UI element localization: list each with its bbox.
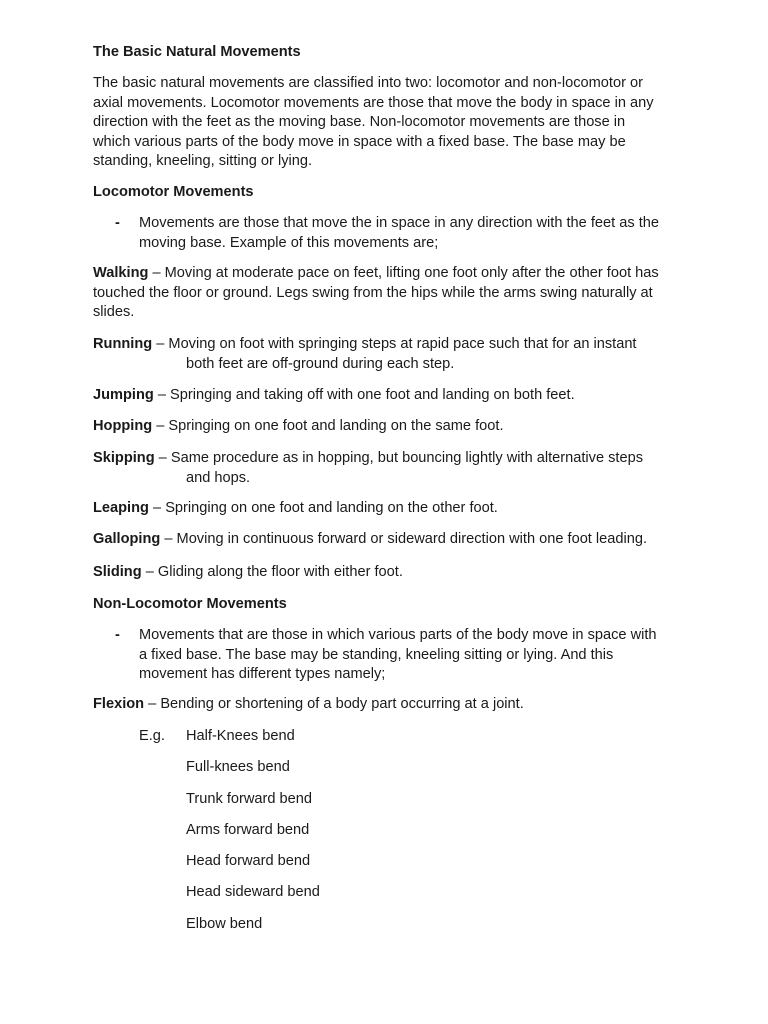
- example-item: Full-knees bend: [186, 759, 290, 775]
- term-description: both feet are off-ground during each step.: [186, 355, 455, 372]
- term-name: Galloping: [93, 531, 161, 547]
- term-name: Walking: [93, 265, 149, 281]
- term-leaping: Leaping – Springing on one foot and landing on the other foot.: [93, 500, 498, 516]
- bullet-line: moving base. Example of this movements are;: [139, 234, 439, 251]
- example-item: Arms forward bend: [186, 822, 310, 838]
- bullet-text: [139, 214, 659, 253]
- example-item: Head sideward bend: [186, 884, 320, 900]
- term-description: Springing and taking off with one foot and landing on both feet.: [170, 387, 575, 403]
- intro-line: direction with the feet as the moving base. Non-locomotor movements are those in: [93, 114, 626, 131]
- term-sliding: Sliding – Gliding along the floor with either foot.: [93, 564, 403, 580]
- bullet-dash: -: [115, 627, 120, 643]
- intro-line: axial movements. Locomotor movements are those that move the body in space in any: [93, 94, 654, 111]
- term-description: Moving at moderate pace on feet, lifting one foot only after the other foot has: [164, 265, 659, 281]
- bullet-dash: -: [115, 215, 120, 231]
- term-running: Running – Moving on foot with springing steps at rapid pace such that for an instant both feet are off-ground during each step.: [93, 335, 637, 374]
- term-hopping: Hopping – Springing on one foot and landing on the same foot.: [93, 418, 504, 434]
- intro-paragraph: [93, 74, 703, 172]
- example-item: Head forward bend: [186, 853, 311, 869]
- term-name: Leaping: [93, 500, 149, 516]
- bullet-line: Movements that are those in which various parts of the body move in space with: [139, 627, 657, 643]
- locomotor-heading: Locomotor Movements: [93, 184, 254, 200]
- term-description: Moving in continuous forward or sideward direction with one foot leading.: [176, 531, 648, 547]
- example-item: Trunk forward bend: [186, 791, 312, 807]
- non-locomotor-heading: Non-Locomotor Movements: [93, 596, 287, 612]
- term-description: Gliding along the floor with either foot.: [157, 564, 403, 580]
- term-skipping: Skipping – Same procedure as in hopping, but bouncing lightly with alternative steps and hops.: [93, 449, 643, 488]
- bullet-text: [139, 626, 657, 685]
- term-name: Hopping: [93, 418, 153, 434]
- term-jumping: Jumping – Springing and taking off with one foot and landing on both feet.: [93, 387, 575, 403]
- term-description: Springing on one foot and landing on the other foot.: [165, 500, 498, 516]
- term-description: Springing on one foot and landing on the same foot.: [168, 418, 504, 434]
- eg-label: E.g.: [139, 728, 165, 744]
- term-description: Bending or shortening of a body part occurring at a joint.: [160, 696, 524, 712]
- bullet-line: Movements are those that move the in space in any direction with the feet as the: [139, 215, 659, 231]
- example-item: Elbow bend: [186, 916, 263, 932]
- bullet-line: a fixed base. The base may be standing, kneeling sitting or lying. And this: [139, 646, 614, 663]
- term-description: touched the floor or ground. Legs swing from the hips while the arms swing naturally at: [93, 284, 653, 301]
- bullet-line: movement has different types namely;: [139, 666, 386, 683]
- term-name: Flexion: [93, 696, 145, 712]
- term-name: Skipping: [93, 450, 155, 466]
- example-item: Half-Knees bend: [186, 728, 295, 744]
- document-title: The Basic Natural Movements: [93, 44, 301, 60]
- term-walking: Walking – Moving at moderate pace on feet, lifting one foot only after the other foot has touched the floor or ground. Legs swing from the hips while the arms swing naturally at slides.: [93, 264, 659, 323]
- term-description: and hops.: [186, 469, 251, 486]
- intro-line: The basic natural movements are classified into two: locomotor and non-locomotor or: [93, 75, 643, 91]
- term-flexion: Flexion – Bending or shortening of a body part occurring at a joint.: [93, 696, 524, 712]
- intro-line: standing, kneeling, sitting or lying.: [93, 153, 313, 170]
- term-galloping: Galloping – Moving in continuous forward or sideward direction with one foot leading.: [93, 531, 648, 547]
- term-name: Sliding: [93, 564, 142, 580]
- term-description: Same procedure as in hopping, but bouncing lightly with alternative steps: [170, 450, 644, 466]
- intro-line: which various parts of the body move in space with a fixed base. The base may be: [93, 133, 626, 150]
- term-name: Running: [93, 336, 153, 352]
- term-description: Moving on foot with springing steps at rapid pace such that for an instant: [168, 336, 637, 352]
- term-description: slides.: [93, 304, 135, 321]
- term-name: Jumping: [93, 387, 154, 403]
